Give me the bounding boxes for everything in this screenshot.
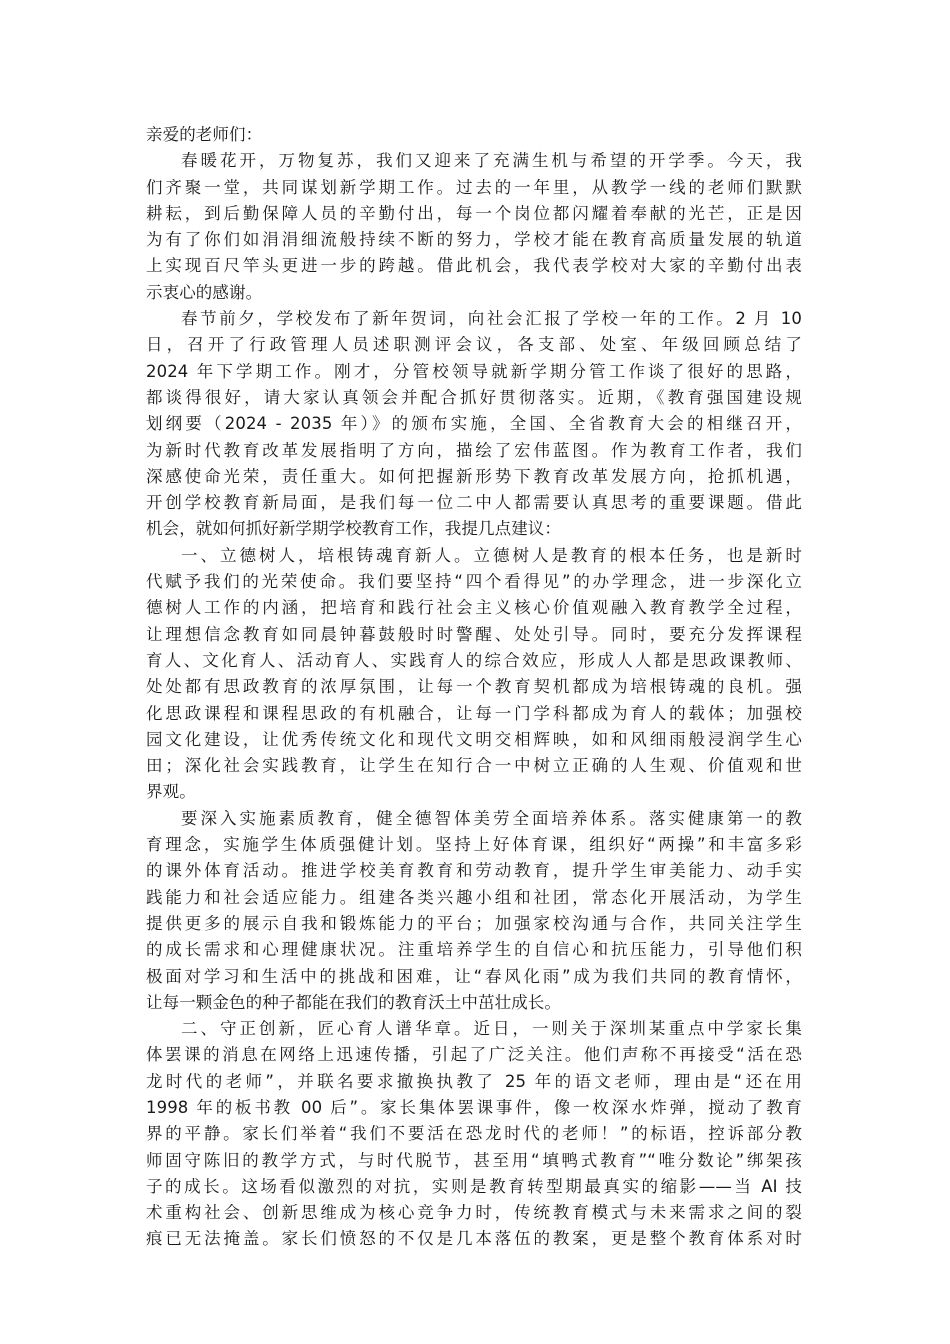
text-line: 师固守陈旧的教学方式，与时代脱节，甚至用“填鸭式教育”“唯分数论”绑架孩 — [146, 1150, 802, 1170]
text-line: 园文化建设，让优秀传统文化和现代文明交相辉映，如和风细雨般浸润学生心 — [146, 729, 802, 749]
text-line: 践能力和社会适应能力。组建各类兴趣小组和社团，常态化开展活动，为学生 — [146, 887, 802, 907]
text-line: 化思政课程和课程思政的有机融合，让每一门学科都成为育人的载体；加强校 — [146, 703, 802, 723]
text-line: 都谈得很好，请大家认真领会并配合抓好贯彻落实。近期，《教育强国建设规 — [146, 387, 802, 407]
text-line: 春暖花开，万物复苏，我们又迎来了充满生机与希望的开学季。今天，我 — [181, 151, 802, 171]
document-page — [146, 122, 802, 1253]
text-line: 代赋予我们的光荣使命。我们要坚持“四个看得见”的办学理念，进一步深化立 — [146, 572, 802, 592]
text-line: 机会，就如何抓好新学期学校教育工作，我提几点建议： — [146, 519, 561, 539]
text-line: 德树人工作的内涵，把培育和践行社会主义核心价值观融入教育教学全过程， — [146, 598, 802, 618]
text-line: 示衷心的感谢。 — [146, 282, 263, 302]
text-line: 划纲要（2024 - 2035 年）》的颁布实施，全国、全省教育大会的相继召开， — [146, 414, 802, 434]
text-line: 提供更多的展示自我和锻炼能力的平台；加强家校沟通与合作，共同关注学生 — [146, 913, 802, 933]
text-line: 田；深化社会实践教育，让学生在知行合一中树立正确的人生观、价值观和世 — [146, 756, 802, 776]
text-line: 要深入实施素质教育，健全德智体美劳全面培养体系。落实健康第一的教 — [181, 808, 802, 828]
text-line: 子的成长。这场看似激烈的对抗，实则是教育转型期最真实的缩影——当 AI 技 — [146, 1176, 802, 1196]
text-line: 一、立德树人，培根铸魂育新人。立德树人是教育的根本任务，也是新时 — [181, 545, 802, 565]
text-line: 上实现百尺竿头更进一步的跨越。借此机会，我代表学校对大家的辛勤付出表 — [146, 256, 802, 276]
paragraph — [146, 806, 802, 1016]
text-line: 界的平静。家长们举着“我们不要活在恐龙时代的老师！”的标语，控诉部分教 — [146, 1124, 802, 1144]
text-line: 界观。 — [146, 782, 196, 802]
salutation: 亲爱的老师们： — [146, 125, 263, 144]
text-line: 日，召开了行政管理人员述职测评会议，各支部、处室、年级回顾总结了 — [146, 335, 802, 355]
text-line: 2024 年下学期工作。刚才，分管校领导就新学期分管工作谈了很好的思路， — [146, 361, 802, 381]
paragraph — [146, 306, 802, 543]
text-line: 的成长需求和心理健康状况。注重培养学生的自信心和抗压能力，引导他们积 — [146, 940, 802, 960]
text-line: 的课外体育活动。推进学校美育教育和劳动教育，提升学生审美能力、动手实 — [146, 861, 802, 881]
text-line: 育人、文化育人、活动育人、实践育人的综合效应，形成人人都是思政课教师、 — [146, 650, 802, 670]
text-line: 极面对学习和生活中的挑战和困难，让“春风化雨”成为我们共同的教育情怀， — [146, 966, 802, 986]
text-line: 痕已无法掩盖。家长们愤怒的不仅是几本落伍的教案，更是整个教育体系对时 — [146, 1229, 802, 1249]
text-line: 春节前夕，学校发布了新年贺词，向社会汇报了学校一年的工作。2 月 10 — [181, 309, 802, 329]
text-line: 二、守正创新，匠心育人谱华章。近日，一则关于深圳某重点中学家长集 — [181, 1019, 802, 1039]
text-line: 处处都有思政教育的浓厚氛围，让每一个教育契机都成为培根铸魂的良机。强 — [146, 677, 802, 697]
text-line: 术重构社会、创新思维成为核心竞争力时，传统教育模式与未来需求之间的裂 — [146, 1203, 802, 1223]
text-line: 1998 年的板书教 00 后”。家长集体罢课事件，像一枚深水炸弹，搅动了教育 — [146, 1097, 802, 1117]
paragraph — [146, 543, 802, 806]
text-line: 们齐聚一堂，共同谋划新学期工作。过去的一年里，从教学一线的老师们默默 — [146, 177, 802, 197]
text-line: 育理念，实施学生体质强健计划。坚持上好体育课，组织好“两操”和丰富多彩 — [146, 835, 802, 855]
text-line: 龙时代的老师”，并联名要求撤换执教了 25 年的语文老师，理由是“还在用 — [146, 1071, 802, 1091]
paragraph — [146, 148, 802, 306]
text-line: 深感使命光荣，责任重大。如何把握新形势下教育改革发展方向，抢抓机遇， — [146, 466, 802, 486]
text-line: 为新时代教育改革发展指明了方向，描绘了宏伟蓝图。作为教育工作者，我们 — [146, 440, 802, 460]
text-line: 让理想信念教育如同晨钟暮鼓般时时警醒、处处引导。同时，要充分发挥课程 — [146, 624, 802, 644]
text-line: 耕耘，到后勤保障人员的辛勤付出，每一个岗位都闪耀着奉献的光芒，正是因 — [146, 203, 802, 223]
text-line: 让每一颗金色的种子都能在我们的教育沃土中茁壮成长。 — [146, 992, 561, 1012]
text-line: 为有了你们如涓涓细流般持续不断的努力，学校才能在教育高质量发展的轨道 — [146, 230, 802, 250]
text-line: 开创学校教育新局面，是我们每一位二中人都需要认真思考的重要课题。借此 — [146, 493, 802, 513]
text-line: 体罢课的消息在网络上迅速传播，引起了广泛关注。他们声称不再接受“活在恐 — [146, 1045, 802, 1065]
paragraph — [146, 1016, 802, 1253]
